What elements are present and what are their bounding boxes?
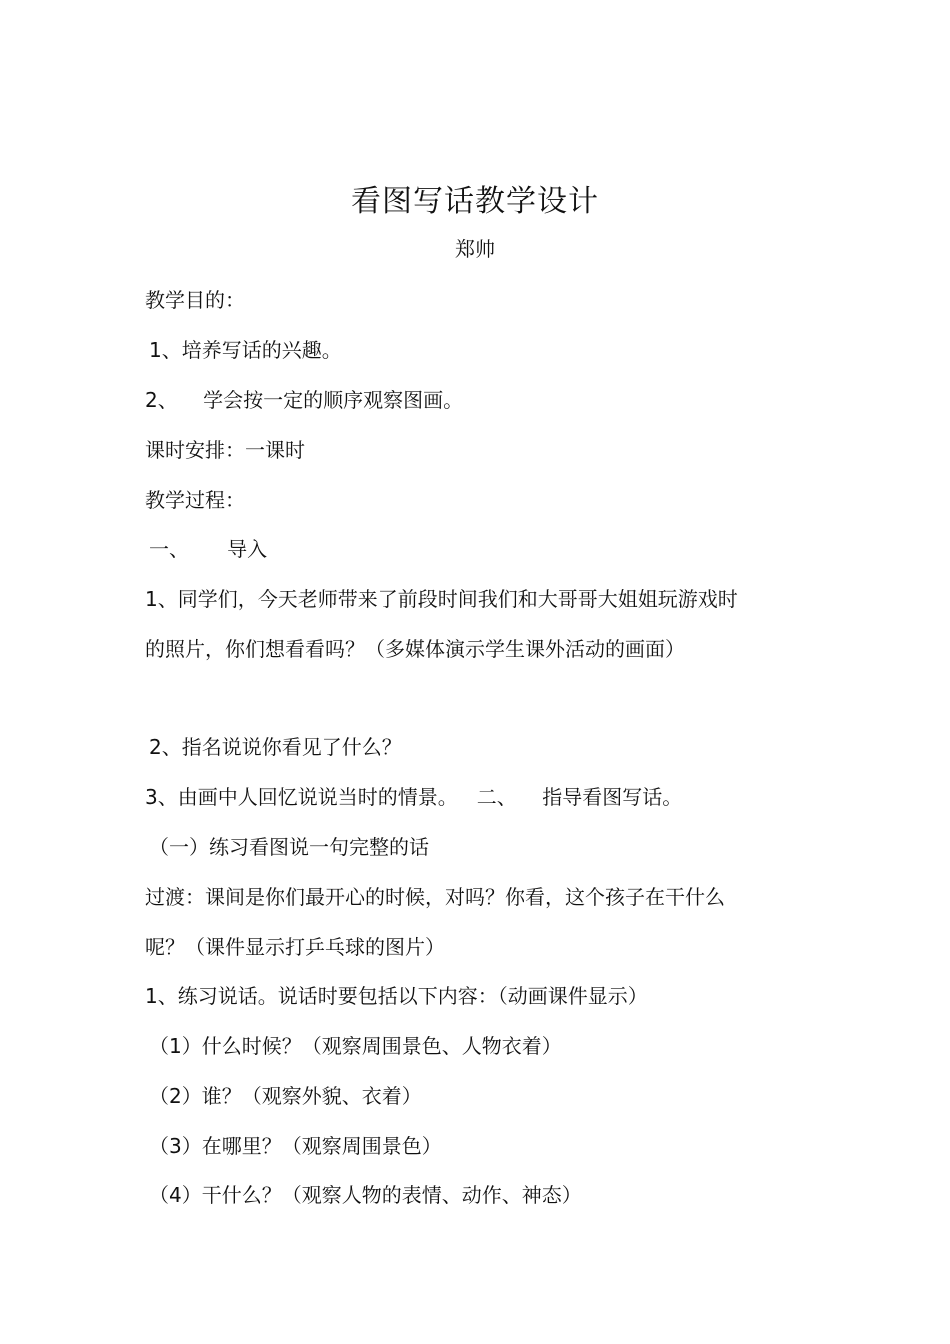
section-heading-objectives: 教学目的：	[145, 288, 245, 312]
step-heading-intro: 一、 导入	[149, 537, 268, 561]
section-heading-process: 教学过程：	[145, 488, 245, 512]
list-item: （1）什么时候？（观察周围景色、人物衣着）	[149, 1034, 562, 1058]
objective-item-2: 2、 学会按一定的顺序观察图画。	[145, 388, 464, 412]
document-author: 郑帅	[455, 237, 495, 261]
subsection-heading: （一）练习看图说一句完整的话	[149, 835, 429, 859]
paragraph-line: 过渡：课间是你们最开心的时候，对吗？你看，这个孩子在干什么	[145, 885, 725, 909]
document-title: 看图写话教学设计	[351, 184, 599, 219]
paragraph-line: 呢？（课件显示打乒乓球的图片）	[145, 935, 445, 959]
paragraph-line: 的照片，你们想看看吗？（多媒体演示学生课外活动的画面）	[145, 637, 685, 661]
paragraph-line: 2、指名说说你看见了什么？	[149, 735, 402, 759]
paragraph-line: 3、由画中人回忆说说当时的情景。 二、 指导看图写话。	[145, 785, 683, 809]
list-item: （2）谁？（观察外貌、衣着）	[149, 1084, 422, 1108]
objective-item-1: 1、培养写话的兴趣。	[149, 338, 342, 362]
paragraph-line: 1、同学们，今天老师带来了前段时间我们和大哥哥大姐姐玩游戏时	[145, 587, 738, 611]
schedule-line: 课时安排：一课时	[145, 438, 305, 462]
list-item: （4）干什么？（观察人物的表情、动作、神态）	[149, 1183, 582, 1207]
list-item: （3）在哪里？（观察周围景色）	[149, 1134, 442, 1158]
paragraph-line: 1、练习说话。说话时要包括以下内容：（动画课件显示）	[145, 984, 648, 1008]
